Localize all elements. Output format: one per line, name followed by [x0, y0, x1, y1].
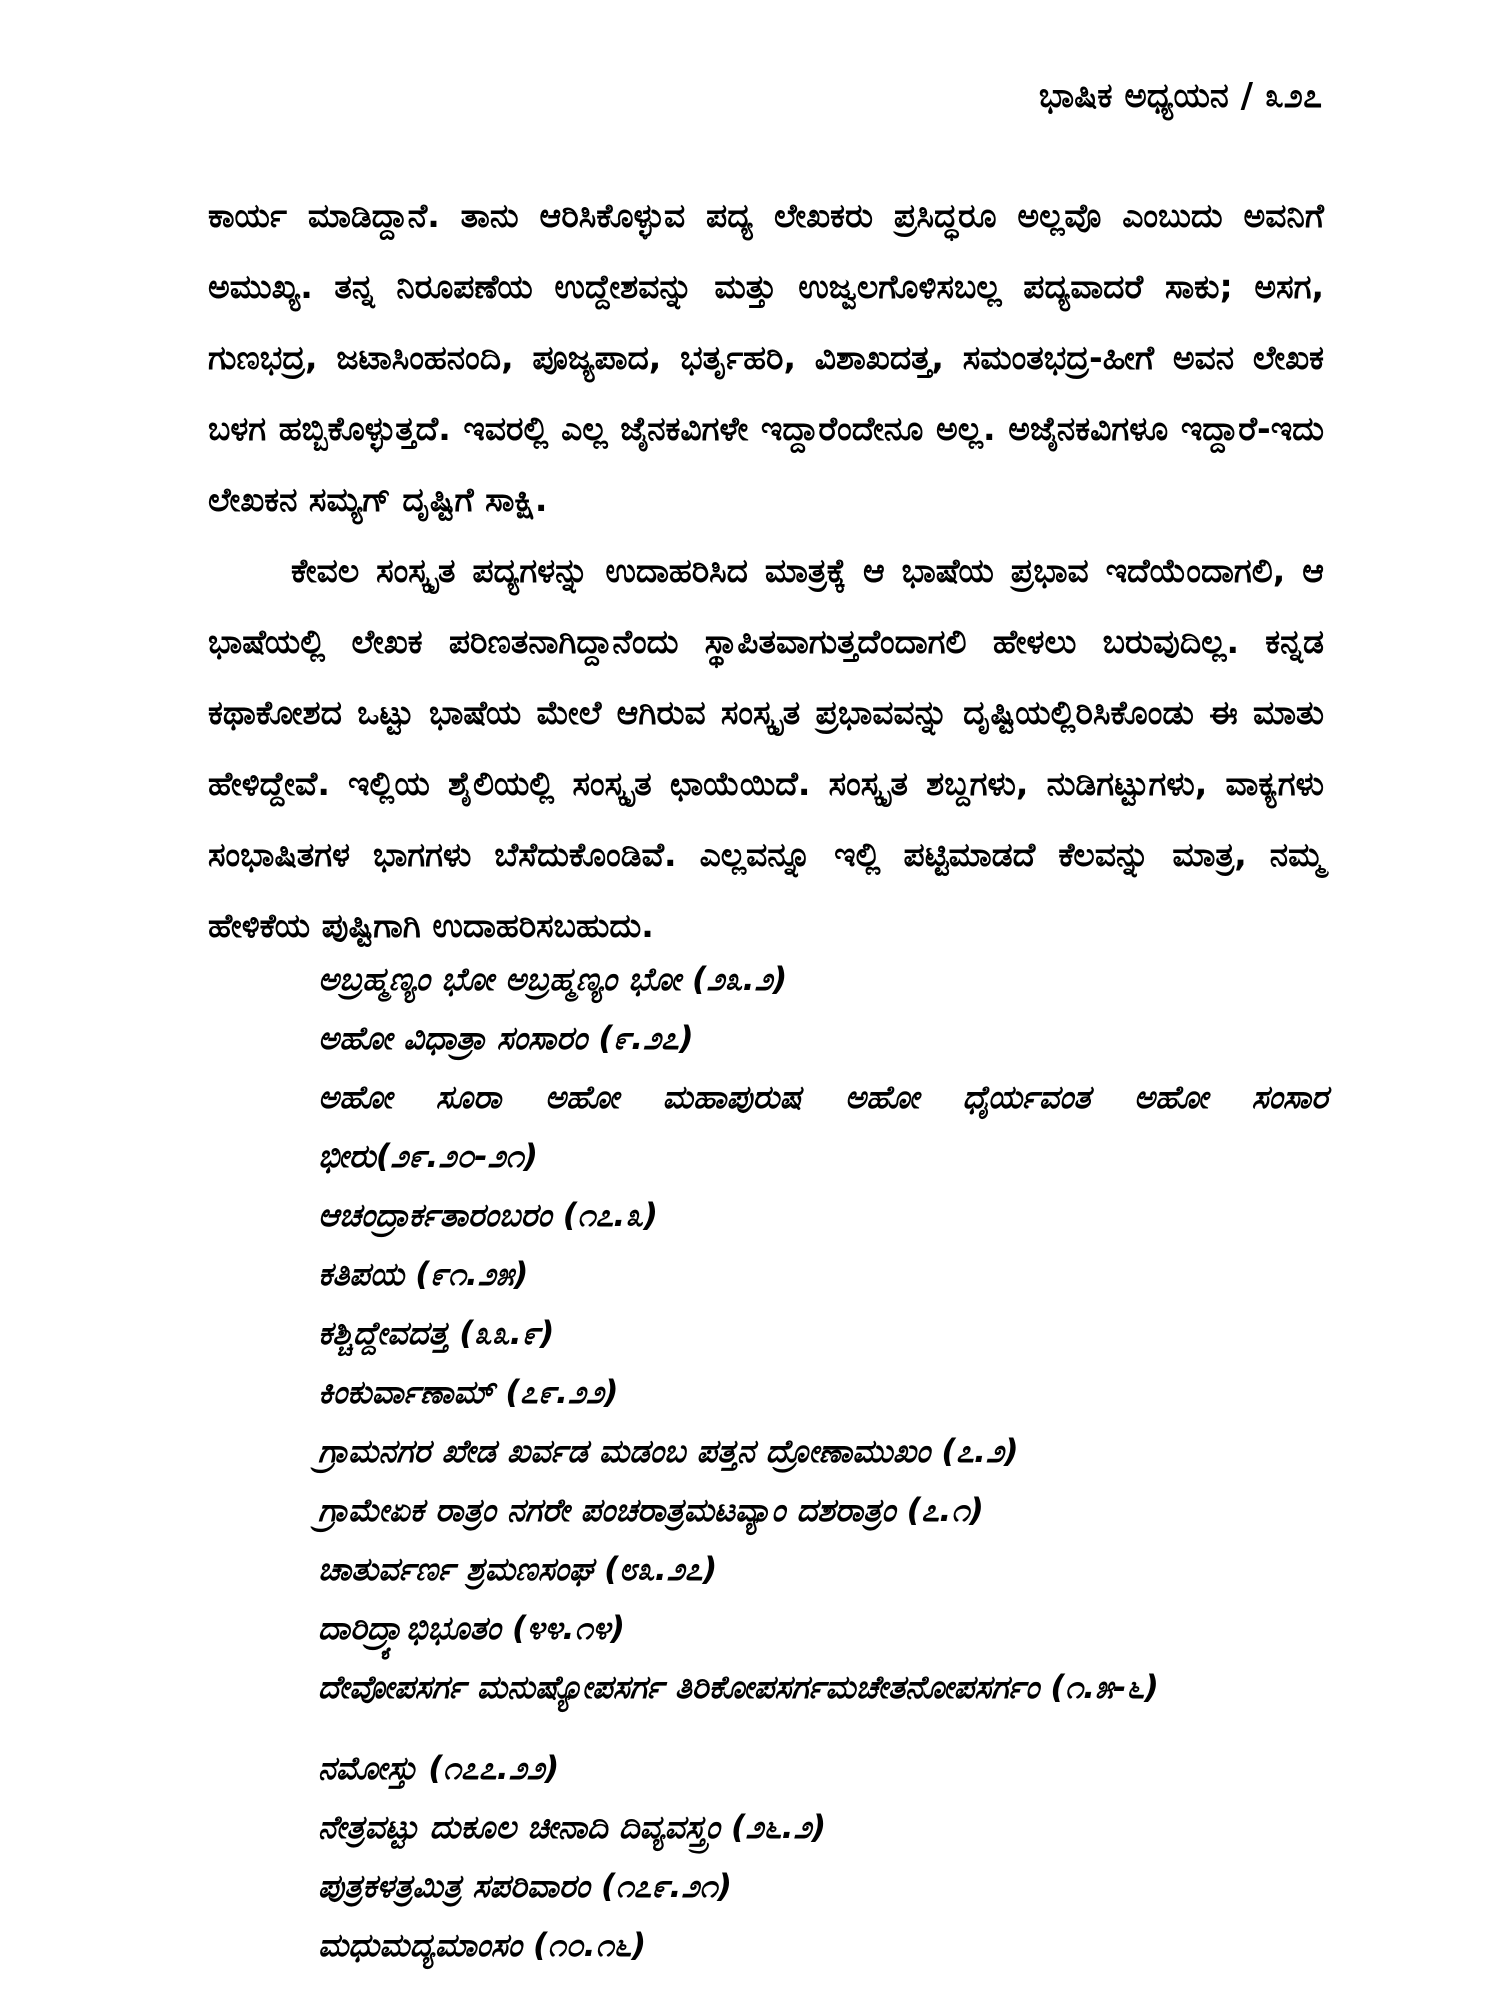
example-item: ಆಚಂದ್ರಾರ್ಕತಾರಂಬರಂ (೧೭.೩) [318, 1196, 658, 1234]
example-item: ಕಿಂಕುರ್ವಾಣಾಮ್ (೭೯.೨೨) [318, 1373, 619, 1411]
example-item: ಕತಿಪಯ (೯೧.೨೫) [318, 1255, 529, 1293]
running-head: ಭಾಷಿಕ ಅಧ್ಯಯನ / ೩೨೭ [1038, 76, 1322, 116]
sanskrit-example-list [318, 950, 1328, 1975]
example-item: ಕಶ್ಚಿದ್ದೇವದತ್ತ (೩೩.೯) [318, 1314, 555, 1352]
example-item: ಅಬ್ರಹ್ಮಣ್ಯಂ ಭೋ ಅಬ್ರಹ್ಮಣ್ಯಂ ಭೋ (೨೩.೨) [318, 960, 788, 998]
example-item: ಅಹೋ ಸೂರಾ ಅಹೋ ಮಹಾಪುರುಷ ಅಹೋ ಧೈರ್ಯವಂತ ಅಹೋ ಸಂಸಾರ ಭೀರು(೨೯.೨೦-೨೧) [318, 1078, 1328, 1175]
example-item: ದೇವೋಪಸರ್ಗ ಮನುಷ್ಯೋಪಸರ್ಗ ತಿರಿಕೋಪಸರ್ಗಮಚೇತನೋಪಸರ್ಗಂ (೧.೫-೬) [318, 1668, 1159, 1706]
example-item: ಅಹೋ ವಿಧಾತ್ರಾ ಸಂಸಾರಂ (೯.೨೭) [318, 1019, 694, 1057]
example-item: ಗ್ರಾಮೇಏಕ ರಾತ್ರಂ ನಗರೇ ಪಂಚರಾತ್ರಮಟವ್ಯಾಂ ದಶರಾತ್ರಂ (೭.೧) [318, 1491, 984, 1529]
example-item: ಚಾತುರ್ವರ್ಣ ಶ್ರಮಣಸಂಘ (೮೩.೨೭) [318, 1550, 718, 1588]
body-text [208, 180, 1324, 961]
paragraph-2: ಕೇವಲ ಸಂಸ್ಕೃತ ಪದ್ಯಗಳನ್ನು ಉದಾಹರಿಸಿದ ಮಾತ್ರಕ್ಕೆ ಆ ಭಾಷೆಯ ಪ್ರಭಾವ ಇದೆಯೆಂದಾಗಲಿ, ಆ ಭಾಷೆಯಲ್ಲಿ ಲೇಖಕ ಪರಿಣತನಾಗಿದ್ದಾನೆಂದು ಸ್ಥಾಪಿತವಾಗುತ್ತದೆಂದಾಗಲಿ ಹೇಳಲು ಬರುವುದಿಲ್ಲ. ಕನ್ನಡ ಕಥಾಕೋಶದ ಒಟ್ಟು ಭಾಷೆಯ ಮೇಲೆ ಆಗಿರುವ ಸಂಸ್ಕೃತ ಪ್ರಭಾವವನ್ನು ದೃಷ್ಟಿಯಲ್ಲಿರಿಸಿಕೊಂಡು ಈ ಮಾತು ಹೇಳಿದ್ದೇವೆ. ಇಲ್ಲಿಯ ಶೈಲಿಯಲ್ಲಿ ಸಂಸ್ಕೃತ ಛಾಯೆಯಿದೆ. ಸಂಸ್ಕೃತ ಶಬ್ದಗಳು, ನುಡಿಗಟ್ಟುಗಳು, ವಾಕ್ಯಗಳು ಸಂಭಾಷಿತಗಳ ಭಾಗಗಳು ಬೆಸೆದುಕೊಂಡಿವೆ. ಎಲ್ಲವನ್ನೂ ಇಲ್ಲಿ ಪಟ್ಟಿಮಾಡದೆ ಕೆಲವನ್ನು ಮಾತ್ರ, ನಮ್ಮ ಹೇಳಿಕೆಯ ಪುಷ್ಟಿಗಾಗಿ ಉದಾಹರಿಸಬಹುದು. [208, 551, 1324, 945]
example-item: ಪುತ್ರಕಳತ್ರಮಿತ್ರ ಸಪರಿವಾರಂ (೧೭೯.೨೧) [318, 1867, 732, 1905]
example-item: ಗ್ರಾಮನಗರ ಖೇಡ ಖರ್ವಡ ಮಡಂಬ ಪತ್ತನ ದ್ರೋಣಾಮುಖಂ (೭.೨) [318, 1432, 1019, 1470]
paragraph-1: ಕಾರ್ಯ ಮಾಡಿದ್ದಾನೆ. ತಾನು ಆರಿಸಿಕೊಳ್ಳುವ ಪದ್ಯ ಲೇಖಕರು ಪ್ರಸಿದ್ಧರೂ ಅಲ್ಲವೊ ಎಂಬುದು ಅವನಿಗೆ ಅಮುಖ್ಯ. ತನ್ನ ನಿರೂಪಣೆಯ ಉದ್ದೇಶವನ್ನು ಮತ್ತು ಉಜ್ವಲಗೊಳಿಸಬಲ್ಲ ಪದ್ಯವಾದರೆ ಸಾಕು; ಅಸಗ, ಗುಣಭದ್ರ, ಜಟಾಸಿಂಹನಂದಿ, ಪೂಜ್ಯಪಾದ, ಭರ್ತೃಹರಿ, ವಿಶಾಖದತ್ತ, ಸಮಂತಭದ್ರ-ಹೀಗೆ ಅವನ ಲೇಖಕ ಬಳಗ ಹಬ್ಬಿಕೊಳ್ಳುತ್ತದೆ. ಇವರಲ್ಲಿ ಎಲ್ಲ ಜೈನಕವಿಗಳೇ ಇದ್ದಾರೆಂದೇನೂ ಅಲ್ಲ. ಅಜೈನಕವಿಗಳೂ ಇದ್ದಾರೆ-ಇದು ಲೇಖಕನ ಸಮ್ಯಗ್ ದೃಷ್ಟಿಗೆ ಸಾಕ್ಷಿ. [208, 196, 1324, 519]
example-item: ನೇತ್ರವಟ್ಟು ದುಕೂಲ ಚೀನಾದಿ ದಿವ್ಯವಸ್ತ್ರಂ (೨೬.೨) [318, 1808, 827, 1846]
example-item: ಮಧುಮದ್ಯಮಾಂಸಂ (೧೦.೧೬) [318, 1926, 647, 1964]
example-item: ನಮೋಸ್ತು (೧೭೭.೨೨) [318, 1749, 560, 1787]
example-item: ದಾರಿದ್ರ್ಯಾಭಿಭೂತಂ (೪೪.೧೪) [318, 1609, 626, 1647]
